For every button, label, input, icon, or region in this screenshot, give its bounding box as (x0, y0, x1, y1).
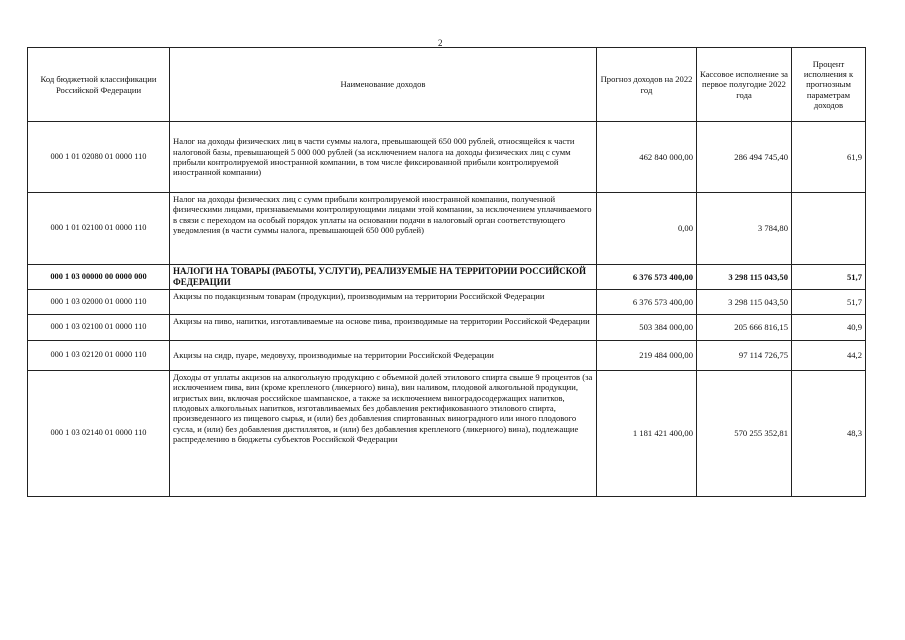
row-name: Доходы от уплаты акцизов на алкогольную продукцию с объемной долей этилового спирта свыше 9 процентов (за исключением пива, вин (кроме крепленого (ликерного) вина), вин наливом, плодовой алкогольной продукции, игристых вин, включая российское шампанское, а также за исключением виноградосодержащих напитков, плодовых алкогольных напитков, изготавливаемых без добавления ректификованного этилового спирта, произведенного из пищевого сырья, и (или) без добавления спиртованных виноградного или иного плодового сусла, и (или) без добавления дистиллятов, и (или) без добавления крепленого (ликерного) вина), подлежащие распределению в бюджеты субъектов Российской Федерации (170, 371, 597, 497)
row-execution: 205 666 816,15 (697, 315, 792, 341)
row-code: 000 1 01 02100 01 0000 110 (28, 193, 170, 265)
row-code: 000 1 03 02000 01 0000 110 (28, 290, 170, 315)
row-name: Акцизы на сидр, пуаре, медовуху, производимые на территории Российской Федерации (170, 341, 597, 371)
table-row (28, 265, 866, 290)
row-name: Налог на доходы физических лиц с сумм прибыли контролируемой иностранной компании, полученной физическими лицами, признаваемыми контролирующими лицами этой компании, за исключением уплачиваемого в связи с переходом на особый порядок уплаты на основании подачи в налоговый орган соответствующего уведомления (в части суммы налога, превышающей 650 000 рублей) (170, 193, 597, 265)
table-header-row (28, 48, 866, 122)
row-percent: 51,7 (792, 265, 866, 290)
row-percent: 61,9 (792, 122, 866, 193)
row-name: Налог на доходы физических лиц в части суммы налога, превышающей 650 000 рублей, относящейся к части налоговой базы, превышающей 5 000 000 рублей (за исключением налога на доходы физических лиц с сумм прибыли контролируемой иностранной компании, в том числе фиксированной прибыли контролируемой иностранной компании) (170, 122, 597, 193)
table-row (28, 193, 866, 265)
row-code: 000 1 03 00000 00 0000 000 (28, 265, 170, 290)
row-execution: 570 255 352,81 (697, 371, 792, 497)
row-code: 000 1 03 02100 01 0000 110 (28, 315, 170, 341)
table-row (28, 315, 866, 341)
row-execution: 97 114 726,75 (697, 341, 792, 371)
row-name: Акцизы на пиво, напитки, изготавливаемые на основе пива, производимые на территории Российской Федерации (170, 315, 597, 341)
row-forecast: 503 384 000,00 (597, 315, 697, 341)
page-number: 2 (438, 38, 443, 48)
table-row (28, 122, 866, 193)
row-execution: 286 494 745,40 (697, 122, 792, 193)
row-execution: 3 298 115 043,50 (697, 290, 792, 315)
header-forecast: Прогноз доходов на 2022 год (597, 48, 697, 122)
row-forecast: 1 181 421 400,00 (597, 371, 697, 497)
row-forecast: 219 484 000,00 (597, 341, 697, 371)
row-name: НАЛОГИ НА ТОВАРЫ (РАБОТЫ, УСЛУГИ), РЕАЛИЗУЕМЫЕ НА ТЕРРИТОРИИ РОССИЙСКОЙ ФЕДЕРАЦИИ (170, 265, 597, 290)
row-forecast: 6 376 573 400,00 (597, 290, 697, 315)
row-code: 000 1 03 02140 01 0000 110 (28, 371, 170, 497)
row-percent (792, 193, 866, 265)
header-percent: Процент исполнения к прогнозным параметрам доходов (792, 48, 866, 122)
row-execution: 3 784,80 (697, 193, 792, 265)
row-execution: 3 298 115 043,50 (697, 265, 792, 290)
row-forecast: 6 376 573 400,00 (597, 265, 697, 290)
table-row (28, 341, 866, 371)
table-row (28, 371, 866, 497)
row-code: 000 1 01 02080 01 0000 110 (28, 122, 170, 193)
table-row (28, 290, 866, 315)
row-percent: 48,3 (792, 371, 866, 497)
row-percent: 40,9 (792, 315, 866, 341)
row-forecast: 0,00 (597, 193, 697, 265)
row-percent: 51,7 (792, 290, 866, 315)
row-forecast: 462 840 000,00 (597, 122, 697, 193)
header-execution: Кассовое исполнение за первое полугодие 2022 года (697, 48, 792, 122)
row-percent: 44,2 (792, 341, 866, 371)
row-code: 000 1 03 02120 01 0000 110 (28, 341, 170, 371)
header-code: Код бюджетной классификации Российской Федерации (28, 48, 170, 122)
row-name: Акцизы по подакцизным товарам (продукции), производимым на территории Российской Федерации (170, 290, 597, 315)
header-name: Наименование доходов (170, 48, 597, 122)
revenue-table (27, 47, 866, 497)
